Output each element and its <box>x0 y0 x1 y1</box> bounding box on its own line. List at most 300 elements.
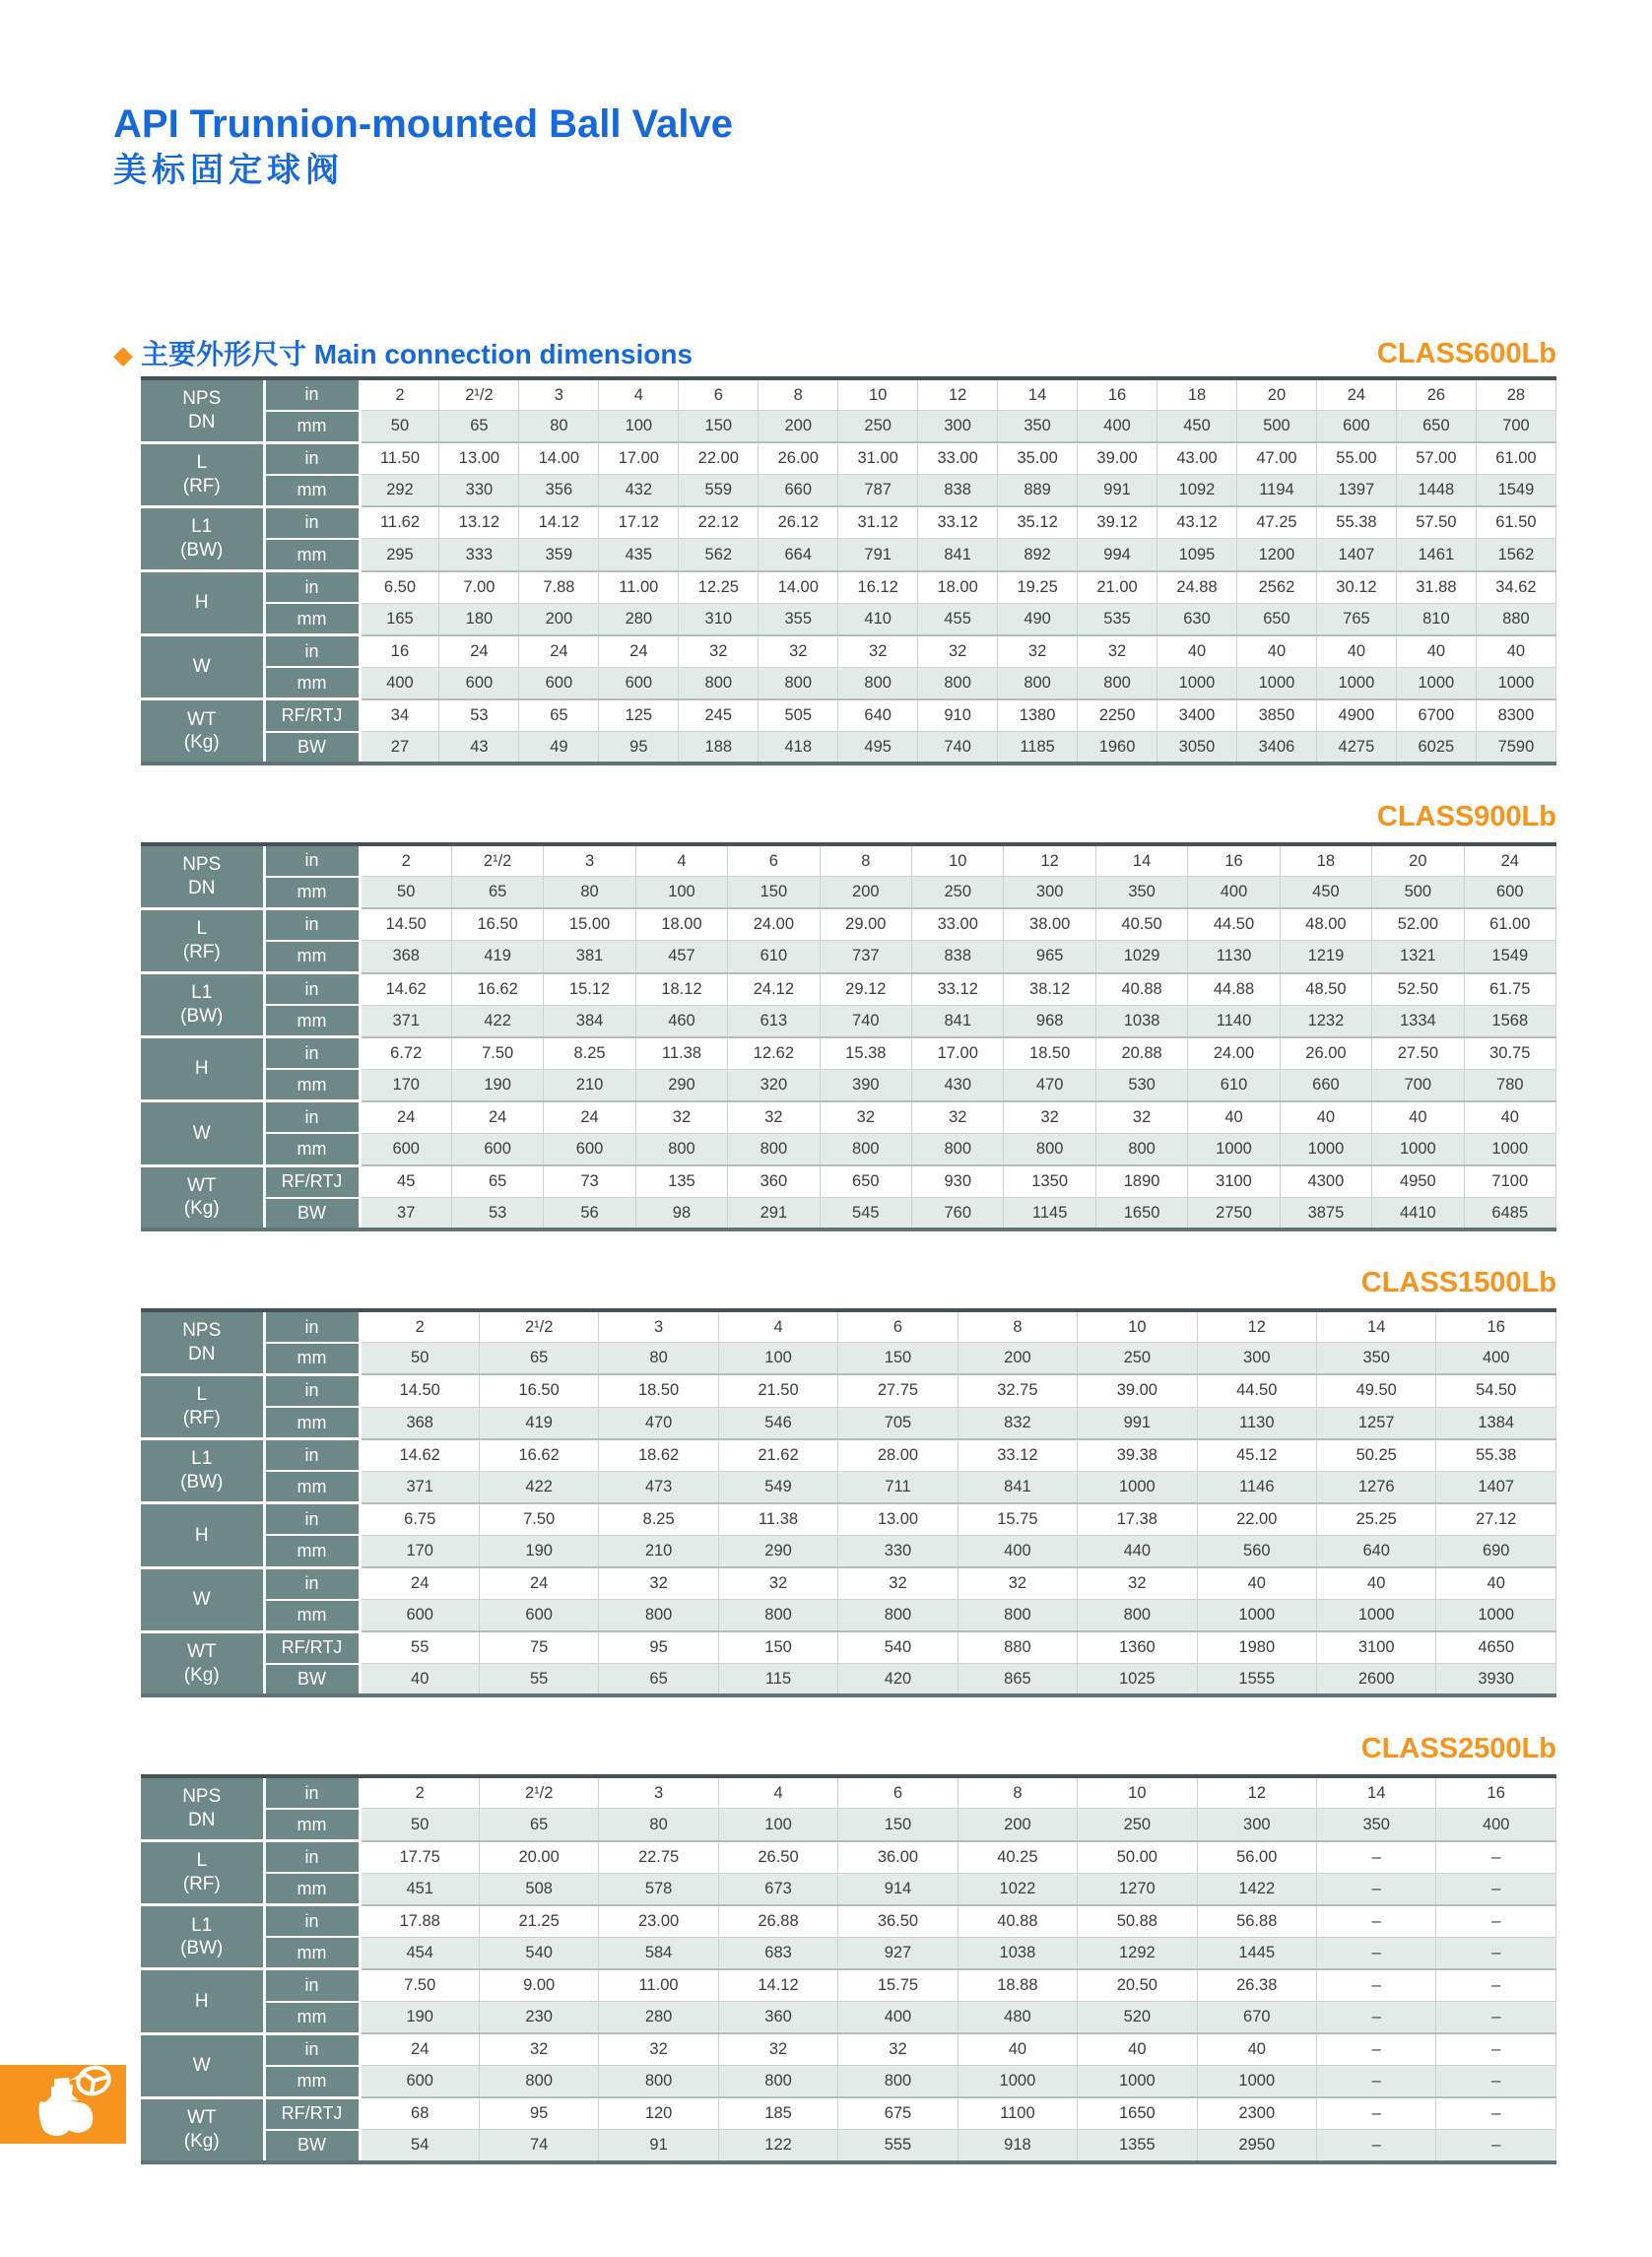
dimension-cell: 1000 <box>1197 2066 1316 2098</box>
table-row <box>141 1937 1556 1969</box>
dimension-cell: 4300 <box>1280 1165 1371 1198</box>
dimension-cell: 150 <box>838 1343 958 1375</box>
row-unit-label: RF/RTJ <box>264 1165 360 1198</box>
dimension-cell: 800 <box>820 1133 911 1165</box>
dimension-cell: 800 <box>599 2066 718 2098</box>
table-row <box>141 1133 1556 1165</box>
dimension-cell: 705 <box>838 1407 958 1439</box>
dimension-cell: 18 <box>1280 844 1371 877</box>
row-unit-label: in <box>264 908 360 941</box>
dimension-cell: 11.50 <box>360 442 439 475</box>
table-row <box>141 411 1556 443</box>
dimension-cell: 65 <box>439 411 519 443</box>
dimension-cell: 50 <box>360 877 451 909</box>
dimension-cell: 2750 <box>1188 1198 1280 1230</box>
dimension-cell: 49 <box>519 732 599 764</box>
dimension-cell: 56 <box>544 1198 635 1230</box>
dimension-cell: 880 <box>958 1631 1077 1664</box>
page-title-english: API Trunnion-mounted Ball Valve <box>113 102 733 146</box>
dimension-cell: 45 <box>360 1165 451 1198</box>
dimension-cell: 841 <box>918 539 998 571</box>
row-group-label: WT (Kg) <box>141 699 264 763</box>
dimension-cell: 1194 <box>1236 475 1316 507</box>
table-row <box>141 1310 1556 1343</box>
dimension-cell: 3400 <box>1157 699 1237 732</box>
dimension-cell: 535 <box>1078 603 1157 635</box>
dimension-cell: 310 <box>679 603 759 635</box>
dimension-cell: 4650 <box>1436 1631 1556 1664</box>
section-heading-row <box>113 333 1556 368</box>
dimension-cell: 810 <box>1396 603 1476 635</box>
dimension-cell: 910 <box>918 699 998 732</box>
dimension-cell: 65 <box>451 1165 543 1198</box>
row-unit-label: in <box>264 1969 360 2002</box>
table-row <box>141 877 1556 909</box>
row-unit-label: in <box>264 1037 360 1070</box>
dimension-cell: 549 <box>718 1471 837 1503</box>
dimension-cell: 454 <box>360 1937 479 1969</box>
dimension-cell: 16 <box>1188 844 1280 877</box>
dimension-cell: 787 <box>838 475 918 507</box>
dimension-cell: 800 <box>912 1133 1004 1165</box>
row-group-label: WT (Kg) <box>141 1631 264 1695</box>
dimension-cell: 711 <box>838 1471 958 1503</box>
dimension-cell: 660 <box>1280 1069 1371 1101</box>
dimension-cell: 250 <box>1078 1343 1197 1375</box>
dimension-cell: 40 <box>1464 1101 1555 1134</box>
dimension-cell: 54 <box>360 2130 479 2162</box>
row-unit-label: mm <box>264 1600 360 1632</box>
dimension-cell: 12.62 <box>728 1037 820 1070</box>
dimension-cell: 13.00 <box>838 1503 958 1536</box>
dimension-cell: 185 <box>718 2097 837 2130</box>
dimension-cell: 22.75 <box>599 1841 718 1874</box>
dimension-cell: 56.00 <box>1197 1841 1316 1874</box>
dimension-cell: 12 <box>1197 1310 1316 1343</box>
dimension-cell: 451 <box>360 1873 479 1905</box>
dimension-cell: 600 <box>479 1600 598 1632</box>
dimension-cell: 765 <box>1316 603 1396 635</box>
dimension-cell: 21.00 <box>1078 571 1157 604</box>
dimension-cell: 18.62 <box>599 1439 718 1472</box>
row-group-label: W <box>141 2033 264 2097</box>
dimension-cell: 32 <box>1078 1567 1197 1600</box>
dimension-cell: 33.12 <box>912 973 1004 1006</box>
row-unit-label: mm <box>264 1471 360 1503</box>
dimension-cell: 38.12 <box>1004 973 1095 1006</box>
dimension-cell: 1025 <box>1078 1664 1197 1696</box>
row-unit-label: mm <box>264 1873 360 1905</box>
class-label-row <box>113 803 1556 834</box>
dimension-cell: 68 <box>360 2097 479 2130</box>
dimension-cell: 52.50 <box>1372 973 1464 1006</box>
row-unit-label: mm <box>264 1937 360 1969</box>
row-unit-label: mm <box>264 941 360 973</box>
dimension-cell: 55.38 <box>1316 506 1396 539</box>
dimension-cell: 280 <box>599 2002 718 2034</box>
dimension-cell: 400 <box>1436 1343 1556 1375</box>
row-unit-label: mm <box>264 2002 360 2034</box>
dimension-cell: 800 <box>1095 1133 1187 1165</box>
row-unit-label: mm <box>264 1343 360 1375</box>
table-row <box>141 667 1556 699</box>
dimension-cell: – <box>1436 2066 1556 2098</box>
dimension-cell: 559 <box>679 475 759 507</box>
dimension-cell: 1185 <box>998 732 1078 764</box>
table-row <box>141 1535 1556 1567</box>
dimension-cell: – <box>1436 1937 1556 1969</box>
dimension-cell: 39.00 <box>1078 1374 1197 1407</box>
dimension-cell: 800 <box>1004 1133 1095 1165</box>
dimension-cell: 3100 <box>1188 1165 1280 1198</box>
row-unit-label: RF/RTJ <box>264 2097 360 2130</box>
dimensions-table-class900lb <box>141 842 1556 1231</box>
table-row <box>141 571 1556 604</box>
dimension-cell: 10 <box>838 378 918 411</box>
dimension-cell: 780 <box>1464 1069 1555 1101</box>
dimension-cell: 30.75 <box>1464 1037 1555 1070</box>
dimension-cell: 45.12 <box>1197 1439 1316 1472</box>
dimension-cell: 180 <box>439 603 519 635</box>
dimension-cell: 419 <box>479 1407 598 1439</box>
dimension-cell: 4 <box>599 378 679 411</box>
dimension-cell: 300 <box>1197 1343 1316 1375</box>
dimension-cell: 16.50 <box>479 1374 598 1407</box>
dimension-cell: 1219 <box>1280 941 1371 973</box>
dimension-cell: 35.12 <box>998 506 1078 539</box>
dimension-cell: 55.00 <box>1316 442 1396 475</box>
dimension-cell: – <box>1317 2002 1436 2034</box>
dimension-cell: 40.88 <box>958 1905 1077 1938</box>
dimension-cell: 8.25 <box>544 1037 635 1070</box>
dimension-cell: 12.25 <box>679 571 759 604</box>
dimension-cell: 32 <box>635 1101 727 1134</box>
dimension-cell: 20 <box>1236 378 1316 411</box>
dimension-cell: 10 <box>1078 1310 1197 1343</box>
ball-valve-icon <box>0 2065 126 2144</box>
dimension-cell: 7.88 <box>519 571 599 604</box>
table-row <box>141 603 1556 635</box>
dimension-cell: 230 <box>479 2002 598 2034</box>
row-group-label: H <box>141 571 264 635</box>
dimension-cell: 24.00 <box>728 908 820 941</box>
dimension-cell: 32 <box>838 2033 958 2066</box>
dimension-cell: 400 <box>958 1535 1077 1567</box>
dimension-cell: 930 <box>912 1165 1004 1198</box>
dimension-cell: 480 <box>958 2002 1077 2034</box>
dimension-cell: 3 <box>599 1310 718 1343</box>
dimension-cell: 115 <box>718 1664 837 1696</box>
dimension-cell: 18.00 <box>635 908 727 941</box>
dimension-cell: 200 <box>958 1809 1077 1841</box>
dimension-cell: 24 <box>1464 844 1555 877</box>
table-row <box>141 732 1556 764</box>
dimension-cell: 1270 <box>1078 1873 1197 1905</box>
dimension-cell: 670 <box>1197 2002 1316 2034</box>
dimension-cell: 50.25 <box>1317 1439 1436 1472</box>
dimension-cell: 39.38 <box>1078 1439 1197 1472</box>
dimension-cell: – <box>1317 1841 1436 1874</box>
dimension-cell: 800 <box>998 667 1078 699</box>
dimension-cell: 355 <box>759 603 838 635</box>
class-label-row <box>113 1269 1556 1300</box>
dimension-cell: 55.38 <box>1436 1439 1556 1472</box>
dimension-cell: 24 <box>439 635 519 668</box>
dimension-cell: 1000 <box>1372 1133 1464 1165</box>
dimension-cell: 4 <box>718 1776 837 1809</box>
dimension-cell: 530 <box>1095 1069 1187 1101</box>
row-unit-label: mm <box>264 1809 360 1841</box>
table-row <box>141 1471 1556 1503</box>
dimension-cell: 250 <box>838 411 918 443</box>
dimension-cell: – <box>1317 1969 1436 2002</box>
dimension-cell: 610 <box>1188 1069 1280 1101</box>
dimension-cell: 600 <box>451 1133 543 1165</box>
table-row <box>141 1503 1556 1536</box>
dimension-cell: 21.62 <box>718 1439 837 1472</box>
dimension-cell: 57.50 <box>1396 506 1476 539</box>
dimension-cell: 31.12 <box>838 506 918 539</box>
dimension-cell: 1334 <box>1372 1005 1464 1037</box>
dimension-cell: 24 <box>360 1101 451 1134</box>
dimension-cell: 400 <box>1436 1809 1556 1841</box>
dimension-cell: 31.00 <box>838 442 918 475</box>
dimension-cell: 300 <box>1197 1809 1316 1841</box>
dimension-cell: 800 <box>728 1133 820 1165</box>
dimension-cell: 26.50 <box>718 1841 837 1874</box>
dimension-cell: 40 <box>1197 2033 1316 2066</box>
dimension-cell: 49.50 <box>1317 1374 1436 1407</box>
dimension-cell: 20.50 <box>1078 1969 1197 2002</box>
dimension-cell: 65 <box>479 1343 598 1375</box>
row-group-label: NPS DN <box>141 844 264 908</box>
dimension-cell: – <box>1436 2097 1556 2130</box>
dimension-cell: 32 <box>728 1101 820 1134</box>
dimension-cell: 43 <box>439 732 519 764</box>
dimension-cell: 32 <box>679 635 759 668</box>
dimension-cell: 43.12 <box>1157 506 1237 539</box>
table-row <box>141 1809 1556 1841</box>
dimension-cell: 1000 <box>958 2066 1077 2098</box>
dimension-cell: 15.75 <box>958 1503 1077 1536</box>
class-label: CLASS900Lb <box>1376 801 1556 833</box>
dimension-cell: 7590 <box>1476 732 1555 764</box>
dimension-cell: 14 <box>1095 844 1187 877</box>
dimension-cell: 21.50 <box>718 1374 837 1407</box>
dimension-cell: 32 <box>718 2033 837 2066</box>
dimension-cell: 3 <box>519 378 599 411</box>
dimension-cell: 32 <box>912 1101 1004 1134</box>
dimension-cell: 55 <box>479 1664 598 1696</box>
dimension-cell: 555 <box>838 2130 958 2162</box>
dimension-cell: 2 <box>360 844 451 877</box>
table-row <box>141 442 1556 475</box>
dimension-cell: 400 <box>360 667 439 699</box>
dimension-cell: 61.50 <box>1476 506 1555 539</box>
dimension-cell: 800 <box>958 1600 1077 1632</box>
dimension-cell: 841 <box>958 1471 1077 1503</box>
dimension-cell: 991 <box>1078 1407 1197 1439</box>
dimension-cell: 26.12 <box>759 506 838 539</box>
dimension-cell: 14 <box>1317 1310 1436 1343</box>
dimension-cell: 2 <box>360 378 439 411</box>
dimension-cell: 1650 <box>1095 1198 1187 1230</box>
dimension-cell: 6.72 <box>360 1037 451 1070</box>
dimension-cell: 4275 <box>1316 732 1396 764</box>
dimension-cell: 1000 <box>1476 667 1555 699</box>
row-unit-label: BW <box>264 732 360 764</box>
dimension-cell: 562 <box>679 539 759 571</box>
dimension-cell: 1445 <box>1197 1937 1316 1969</box>
dimension-cell: 455 <box>918 603 998 635</box>
dimension-cell: 927 <box>838 1937 958 1969</box>
dimension-cell: 6 <box>838 1776 958 1809</box>
row-unit-label: mm <box>264 1069 360 1101</box>
dimension-cell: 892 <box>998 539 1078 571</box>
dimension-cell: 600 <box>519 667 599 699</box>
dimension-cell: 18.50 <box>599 1374 718 1407</box>
dimension-cell: 1360 <box>1078 1631 1197 1664</box>
dimension-cell: 150 <box>718 1631 837 1664</box>
dimension-cell: 1562 <box>1476 539 1555 571</box>
dimension-cell: 880 <box>1476 603 1555 635</box>
dimension-cell: 36.50 <box>838 1905 958 1938</box>
dimension-cell: 838 <box>918 475 998 507</box>
dimension-cell: 16 <box>1436 1310 1556 1343</box>
dimension-cell: 16.12 <box>838 571 918 604</box>
dimension-cell: 18.12 <box>635 973 727 1006</box>
dimension-cell: – <box>1317 1937 1436 1969</box>
dimension-cell: 1130 <box>1188 941 1280 973</box>
dimension-cell: 24.12 <box>728 973 820 1006</box>
dimension-cell: – <box>1436 1873 1556 1905</box>
dimension-cell: 390 <box>820 1069 911 1101</box>
dimension-cell: 410 <box>838 603 918 635</box>
dimension-cell: 40 <box>958 2033 1077 2066</box>
dimension-cell: 120 <box>599 2097 718 2130</box>
dimension-cell: 14.50 <box>360 1374 479 1407</box>
dimension-cell: 14.12 <box>718 1969 837 2002</box>
dimension-cell: 600 <box>360 1133 451 1165</box>
table-row <box>141 1841 1556 1874</box>
dimension-cell: 23.00 <box>599 1905 718 1938</box>
dimension-cell: 800 <box>838 1600 958 1632</box>
row-group-label: WT (Kg) <box>141 1165 264 1229</box>
table-row <box>141 1873 1556 1905</box>
dimension-cell: 34.62 <box>1476 571 1555 604</box>
dimension-cell: 100 <box>635 877 727 909</box>
dimension-cell: – <box>1317 2033 1436 2066</box>
dimension-cell: 61.75 <box>1464 973 1555 1006</box>
row-group-label: WT (Kg) <box>141 2097 264 2161</box>
row-unit-label: mm <box>264 877 360 909</box>
row-unit-label: in <box>264 1310 360 1343</box>
dimension-cell: 1022 <box>958 1873 1077 1905</box>
row-unit-label: in <box>264 378 360 411</box>
row-unit-label: in <box>264 571 360 604</box>
dimension-cell: 32 <box>958 1567 1077 1600</box>
dimension-cell: 384 <box>544 1005 635 1037</box>
dimension-cell: 1321 <box>1372 941 1464 973</box>
dimensions-table-class2500lb <box>141 1774 1556 2163</box>
dimension-cell: 40.25 <box>958 1841 1077 1874</box>
dimension-cell: 914 <box>838 1873 958 1905</box>
section-title: 主要外形尺寸 Main connection dimensions <box>141 339 694 369</box>
dimension-cell: 3 <box>599 1776 718 1809</box>
dimension-cell: 6700 <box>1396 699 1476 732</box>
row-unit-label: in <box>264 1841 360 1874</box>
dimension-cell: 540 <box>838 1631 958 1664</box>
row-unit-label: in <box>264 442 360 475</box>
row-unit-label: RF/RTJ <box>264 1631 360 1664</box>
dimension-cell: 32 <box>759 635 838 668</box>
dimension-cell: 3100 <box>1317 1631 1436 1664</box>
dimension-cell: 98 <box>635 1198 727 1230</box>
dimension-cell: 1276 <box>1317 1471 1436 1503</box>
dimension-cell: 24 <box>451 1101 543 1134</box>
row-unit-label: in <box>264 1374 360 1407</box>
dimension-cell: 360 <box>728 1165 820 1198</box>
dimension-cell: 965 <box>1004 941 1095 973</box>
dimension-cell: 100 <box>718 1343 837 1375</box>
dimension-cell: 737 <box>820 941 911 973</box>
dimension-cell: 1100 <box>958 2097 1077 2130</box>
dimension-cell: 320 <box>728 1069 820 1101</box>
dimension-cell: 1568 <box>1464 1005 1555 1037</box>
dimension-cell: 800 <box>479 2066 598 2098</box>
dimension-cell: – <box>1317 2130 1436 2162</box>
table-row <box>141 2033 1556 2066</box>
dimension-cell: 40 <box>1280 1101 1371 1134</box>
dimension-cell: 10 <box>1078 1776 1197 1809</box>
dimension-cell: 430 <box>912 1069 1004 1101</box>
dimension-cell: 3050 <box>1157 732 1237 764</box>
dimension-cell: 1292 <box>1078 1937 1197 1969</box>
dimension-cell: 40 <box>1078 2033 1197 2066</box>
dimension-cell: 440 <box>1078 1535 1197 1567</box>
dimension-cell: 210 <box>544 1069 635 1101</box>
dimension-cell: 800 <box>918 667 998 699</box>
dimension-cell: 1257 <box>1317 1407 1436 1439</box>
dimension-cell: 1146 <box>1197 1471 1316 1503</box>
dimension-cell: 6.50 <box>360 571 439 604</box>
dimension-cell: 740 <box>820 1005 911 1037</box>
table-row <box>141 1101 1556 1134</box>
dimension-cell: 2¹/2 <box>479 1776 598 1809</box>
dimension-cell: 44.88 <box>1188 973 1280 1006</box>
dimension-cell: 24 <box>479 1567 598 1600</box>
dimension-cell: 520 <box>1078 2002 1197 2034</box>
dimension-cell: 17.38 <box>1078 1503 1197 1536</box>
dimension-cell: 800 <box>838 2066 958 2098</box>
dimension-cell: 16.50 <box>451 908 543 941</box>
table-row <box>141 1198 1556 1230</box>
dimension-cell: 37 <box>360 1198 451 1230</box>
row-group-label: L1 (BW) <box>141 506 264 570</box>
dimension-cell: 135 <box>635 1165 727 1198</box>
dimension-cell: 330 <box>838 1535 958 1567</box>
row-unit-label: in <box>264 1776 360 1809</box>
dimension-cell: 295 <box>360 539 439 571</box>
dimension-cell: 16 <box>360 635 439 668</box>
dimension-cell: 800 <box>679 667 759 699</box>
dimension-cell: 600 <box>1464 877 1555 909</box>
dimension-cell: 400 <box>1078 411 1157 443</box>
row-group-label: H <box>141 1037 264 1101</box>
dimension-cell: 889 <box>998 475 1078 507</box>
dimension-cell: 1890 <box>1095 1165 1187 1198</box>
dimension-cell: 13.12 <box>439 506 519 539</box>
